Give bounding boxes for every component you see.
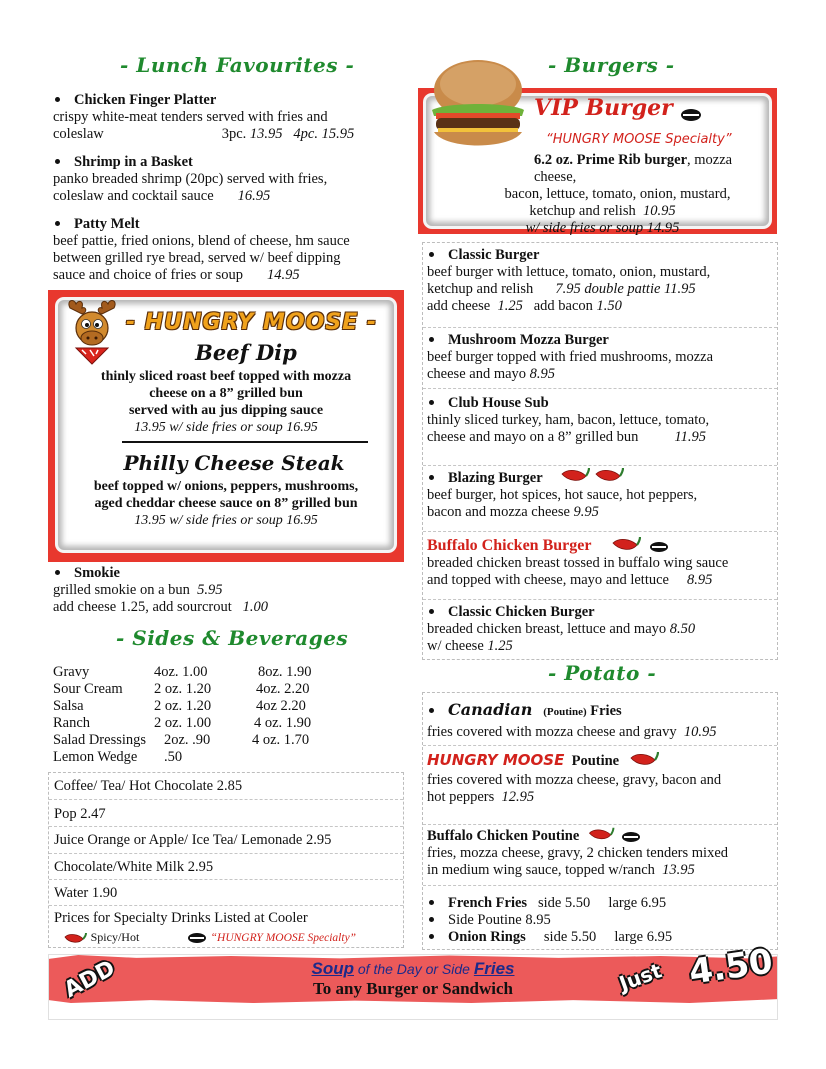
item-desc: add cheese — [427, 298, 491, 314]
item-desc: beef burger, hot spices, hot sauce, hot peppers, — [427, 487, 698, 503]
item-desc: thinly sliced turkey, ham, bacon, lettuce, tomato, — [427, 412, 710, 428]
menu-item-blazing-burger — [427, 470, 697, 521]
beef-dip-title: Beef Dip — [195, 340, 297, 365]
item-desc: fries covered with mozza cheese, gravy, bacon and — [427, 772, 722, 788]
banner-text-middle: of the Day or Side — [354, 961, 474, 977]
item-price: 14.95 — [267, 267, 300, 283]
burgers-box — [422, 242, 778, 660]
item-desc: cheese and mayo on a 8” grilled bun — [427, 429, 639, 445]
beverage-line: Coffee/ Tea/ Hot Chocolate 2.85 — [54, 778, 243, 794]
bullet — [429, 337, 434, 342]
bullet — [429, 252, 434, 257]
side-name: Salad Dressings — [53, 732, 147, 748]
beverage-line: Juice Orange or Apple/ Ice Tea/ Lemonade 2.95 — [54, 832, 332, 848]
menu-item-patty-melt — [53, 216, 350, 284]
item-desc: 3pc. — [221, 126, 247, 142]
item-name: Buffalo Chicken Poutine — [427, 828, 580, 844]
side-price-small: 2oz. .90 — [164, 732, 211, 748]
chili-pepper-icon — [63, 931, 87, 945]
specialty-legend-label: “HUNGRY MOOSE Specialty” — [210, 932, 357, 944]
side-row — [53, 749, 373, 766]
menu-item-classic-chicken-burger — [427, 604, 695, 655]
item-desc: crispy white-meat tenders served with fries and — [53, 109, 328, 125]
vip-description — [426, 152, 769, 237]
beef-dip-desc: thinly sliced roast beef topped with mozza — [100, 369, 352, 384]
hungry-moose-badge-icon — [680, 108, 702, 122]
item-desc: beef burger with lettuce, tomato, onion, mustard, — [427, 264, 711, 280]
beef-dip-block — [58, 340, 394, 436]
item-price: 4pc. 15.95 — [293, 126, 355, 142]
menu-item-hungry-moose-poutine — [427, 752, 721, 806]
vip-desc-bold: 6.2 oz. Prime Rib burger — [534, 152, 688, 168]
beef-dip-desc: cheese on a 8” grilled bun — [149, 386, 303, 401]
item-desc: bacon and mozza cheese — [427, 504, 570, 520]
menu-item-club-house-sub — [427, 395, 709, 446]
potato-box — [422, 692, 778, 950]
beverage-line: Water 1.90 — [54, 885, 118, 901]
side-price-large: 4oz. 2.20 — [256, 681, 310, 697]
item-desc: fries covered with mozza cheese and gravy — [427, 724, 677, 740]
vip-desc: , mozza cheese, — [534, 152, 733, 185]
menu-item-mushroom-mozza-burger — [427, 332, 713, 383]
banner-text — [49, 955, 777, 1004]
beverage-line: Chocolate/White Milk 2.95 — [54, 859, 214, 875]
specialty-legend — [187, 929, 356, 947]
item-price: 1.25 — [487, 638, 513, 654]
item-desc: cheese and mayo — [427, 366, 527, 382]
row-divider — [423, 388, 777, 389]
item-desc: add bacon — [533, 298, 593, 314]
menu-item-chicken-finger-platter — [53, 92, 354, 143]
item-name: Chicken Finger Platter — [74, 92, 217, 108]
side-price-large: 8oz. 1.90 — [258, 664, 312, 680]
bullet — [55, 221, 60, 226]
menu-item-smokie — [53, 565, 268, 616]
hungry-moose-badge-icon — [649, 541, 669, 553]
side-row — [53, 732, 373, 749]
item-desc: between grilled rye bread, served w/ beef dipping — [53, 250, 341, 266]
item-price: 1.00 — [242, 599, 269, 615]
item-name: Side Poutine 8.95 — [448, 912, 551, 928]
bullet — [55, 570, 60, 575]
menu-item-shrimp-basket — [53, 154, 327, 205]
side-row — [53, 664, 373, 681]
vip-price-side: w/ side fries or soup 14.95 — [525, 220, 680, 236]
philly-title: Philly Cheese Steak — [123, 451, 345, 475]
item-price: 12.95 — [501, 789, 535, 805]
banner-soup: Soup — [311, 959, 354, 978]
item-desc: coleslaw and cocktail sauce — [53, 188, 214, 204]
row-divider — [49, 879, 403, 880]
side-price-large: 4 oz. 1.70 — [252, 732, 310, 748]
item-price: 16.95 — [237, 188, 271, 204]
item-name: Club House Sub — [448, 395, 549, 411]
row-divider — [49, 853, 403, 854]
side-row — [53, 681, 373, 698]
side-name: Lemon Wedge — [53, 749, 138, 765]
sides-beverages-heading: - Sides & Beverages — [116, 626, 349, 650]
item-desc: breaded chicken breast tossed in buffalo wing sauce — [427, 555, 729, 571]
bullet — [429, 708, 434, 713]
item-price: 9.95 — [573, 504, 599, 520]
beverage-line: Pop 2.47 — [54, 806, 106, 822]
item-price: 13.95 — [249, 126, 283, 142]
add-label: ADD — [60, 955, 120, 1004]
item-desc: beef pattie, fried onions, blend of cheese, hm sauce — [53, 233, 350, 249]
item-desc: coleslaw — [53, 126, 104, 142]
item-price: 8.95 — [686, 572, 713, 588]
item-name: Onion Rings — [448, 929, 526, 945]
philly-block — [58, 450, 394, 529]
vip-price: 10.95 — [642, 203, 676, 219]
beverage-line: Prices for Specialty Drinks Listed at Cooler — [54, 910, 308, 926]
side-name: Sour Cream — [53, 681, 123, 697]
item-price: 1.25 — [497, 298, 523, 314]
item-name: (Poutine) — [543, 706, 587, 718]
item-desc: and topped with cheese, mayo and lettuce — [427, 572, 669, 588]
chili-pepper-icon — [560, 466, 590, 484]
potato-sides-list — [427, 895, 672, 946]
row-divider — [49, 826, 403, 827]
philly-price: 13.95 w/ side fries or soup 16.95 — [134, 513, 318, 528]
bullet — [55, 97, 60, 102]
hungry-moose-badge-icon — [621, 831, 641, 843]
row-divider — [423, 745, 777, 746]
spicy-legend-label: Spicy/Hot — [90, 930, 140, 944]
item-name: Fries — [590, 703, 622, 719]
row-divider — [423, 885, 777, 886]
item-desc: add cheese 1.25, add sourcrout — [53, 599, 232, 615]
item-desc: w/ cheese — [427, 638, 484, 654]
just-label: Just — [616, 958, 665, 996]
banner-line2: To any Burger or Sandwich — [313, 979, 513, 998]
menu-item-classic-burger — [427, 247, 710, 315]
item-price: 1.50 — [596, 298, 622, 314]
vip-desc: bacon, lettuce, tomato, onion, mustard, — [504, 186, 731, 202]
vip-desc: ketchup and relish — [529, 203, 636, 219]
burger-image — [426, 58, 530, 154]
side-row — [53, 698, 373, 715]
item-name: Buffalo Chicken Burger — [427, 537, 592, 554]
chili-pepper-icon — [611, 535, 641, 553]
chili-pepper-icon — [594, 466, 624, 484]
item-name: Classic Burger — [448, 247, 540, 263]
item-price: 8.95 — [529, 366, 556, 382]
menu-item-canadian-poutine-fries — [427, 701, 716, 741]
item-name: Blazing Burger — [448, 470, 543, 486]
item-name: Poutine — [571, 753, 620, 769]
bullet — [429, 400, 434, 405]
sides-table — [53, 664, 373, 766]
add-soup-banner — [48, 941, 778, 1020]
hungry-moose-badge-icon — [187, 932, 207, 944]
side-price-small: 2 oz. 1.20 — [154, 681, 212, 697]
vip-subtitle: “HUNGRY MOOSE Specialty” — [546, 132, 732, 147]
philly-desc: beef topped w/ onions, peppers, mushrooms, — [93, 479, 359, 494]
potato-heading: - Potato - — [548, 661, 657, 685]
side-row — [53, 715, 373, 732]
beef-dip-price: 13.95 w/ side fries or soup 16.95 — [134, 420, 318, 435]
hungry-moose-banner: - HUNGRY MOOSE - — [126, 310, 378, 335]
bullet — [429, 934, 434, 939]
bullet — [429, 609, 434, 614]
side-price-small: .50 — [164, 749, 183, 765]
item-price: 11.95 — [674, 429, 706, 445]
side-name: Salsa — [53, 698, 84, 714]
item-name: French Fries — [448, 895, 528, 911]
item-name: Mushroom Mozza Burger — [448, 332, 609, 348]
lunch-favourites-heading: - Lunch Favourites - — [120, 53, 355, 77]
item-price: 13.95 — [662, 862, 695, 878]
item-desc: hot peppers — [427, 789, 495, 805]
side-name: Ranch — [53, 715, 91, 731]
bullet — [429, 900, 434, 905]
item-price: side 5.50 large 6.95 — [525, 929, 673, 945]
item-name: Canadian — [448, 700, 533, 719]
vip-burger-title: VIP Burger — [534, 95, 673, 121]
item-desc: breaded chicken breast, lettuce and mayo — [427, 621, 667, 637]
side-price-small: 4oz. 1.00 — [154, 664, 208, 680]
philly-desc: aged cheddar cheese sauce on 8” grilled bun — [94, 496, 358, 511]
item-price: 7.95 double pattie 11.95 — [555, 281, 696, 297]
item-desc: grilled smokie on a bun — [53, 582, 190, 598]
row-divider — [49, 905, 403, 906]
panel-divider — [122, 441, 368, 443]
bullet — [55, 159, 60, 164]
item-price: side 5.50 large 6.95 — [527, 895, 667, 911]
item-desc: ketchup and relish — [427, 281, 534, 297]
bullet — [429, 917, 434, 922]
beef-dip-desc: served with au jus dipping sauce — [128, 403, 324, 418]
chili-pepper-icon — [587, 826, 615, 842]
item-price: 10.95 — [683, 724, 717, 740]
chili-pepper-icon — [629, 750, 659, 768]
side-name: Gravy — [53, 664, 90, 680]
item-desc: in medium wing sauce, topped w/ranch — [427, 862, 655, 878]
side-price-small: 2 oz. 1.00 — [154, 715, 212, 731]
item-desc: beef burger topped with fried mushrooms, mozza — [427, 349, 714, 365]
item-price: 5.95 — [197, 582, 223, 598]
menu-item-buffalo-chicken-poutine — [427, 828, 728, 879]
beverages-box — [48, 772, 404, 948]
item-name: Shrimp in a Basket — [74, 154, 193, 170]
row-divider — [423, 327, 777, 328]
price-label: 4.50 — [686, 941, 776, 993]
banner-fries: Fries — [473, 959, 515, 978]
item-name: Patty Melt — [74, 216, 140, 232]
bullet — [429, 475, 434, 480]
item-name: HUNGRY MOOSE — [427, 751, 565, 769]
item-desc: panko breaded shrimp (20pc) served with fries, — [53, 171, 328, 187]
row-divider — [423, 531, 777, 532]
side-price-small: 2 oz. 1.20 — [154, 698, 212, 714]
side-price-large: 4 oz. 1.90 — [254, 715, 312, 731]
row-divider — [423, 599, 777, 600]
item-name: Smokie — [74, 565, 120, 581]
burgers-heading: - Burgers - — [548, 53, 675, 77]
side-price-large: 4oz 2.20 — [256, 698, 306, 714]
item-desc: sauce and choice of fries or soup — [53, 267, 244, 283]
item-price: 8.50 — [669, 621, 696, 637]
spicy-legend — [63, 929, 139, 946]
item-name: Classic Chicken Burger — [448, 604, 595, 620]
row-divider — [49, 799, 403, 800]
item-desc: fries, mozza cheese, gravy, 2 chicken tenders mixed — [427, 845, 729, 861]
menu-item-buffalo-chicken-burger — [427, 537, 728, 589]
